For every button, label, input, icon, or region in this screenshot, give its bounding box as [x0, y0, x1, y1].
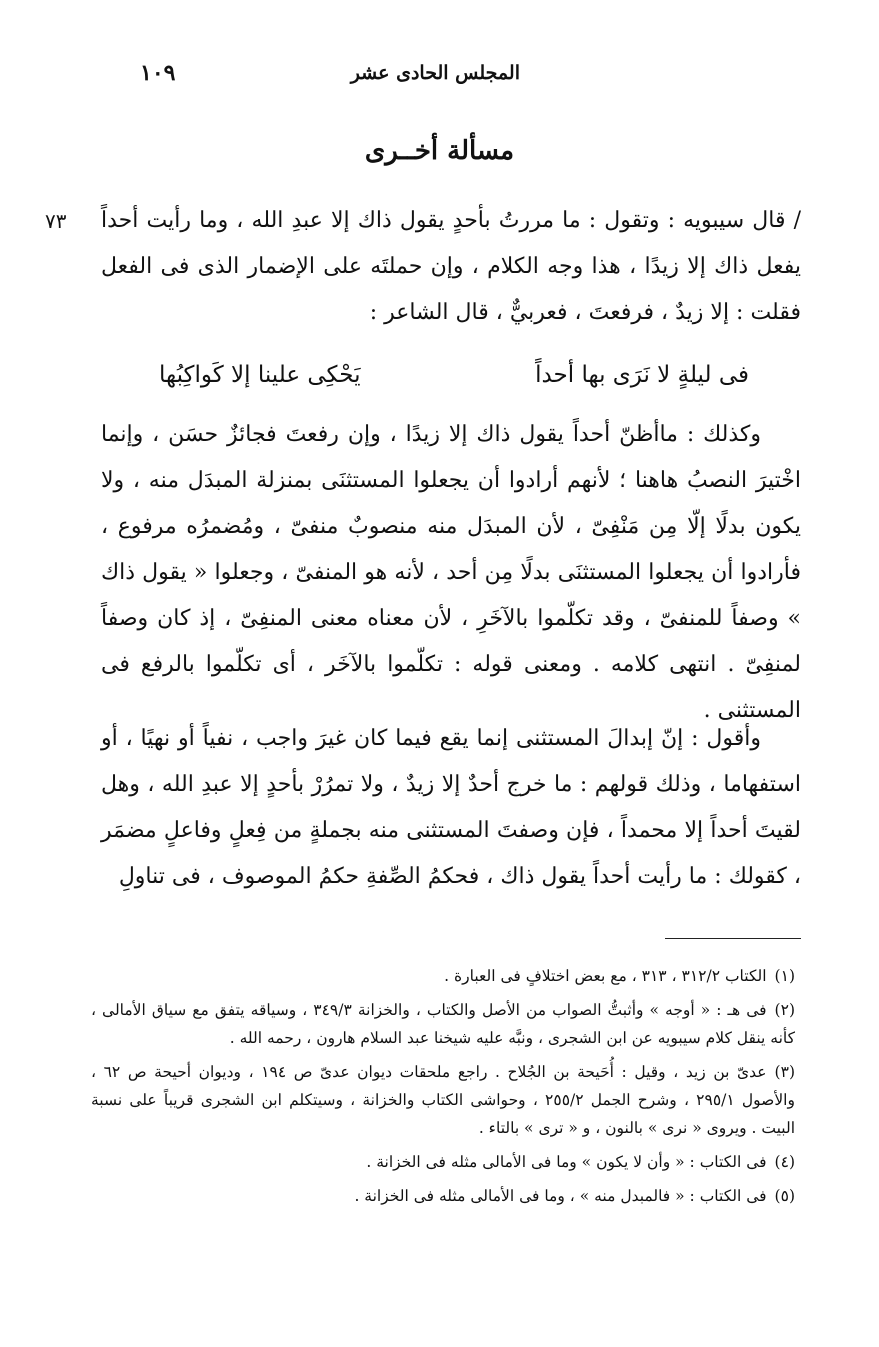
footnote — [91, 996, 801, 1052]
footnote-number: (٢) — [774, 1001, 795, 1019]
paragraph-3 — [101, 716, 801, 900]
footnote — [91, 962, 801, 990]
footnotes — [91, 962, 801, 1216]
paragraph-1-text: / قال سيبويه : وتقول : ما مررتُ بأحدٍ يقول ذاك إلا عبدِ الله ، وما رأيت أحداً يفعل ذاك إلا زيدًا ، هذا وجه الكلام ، وإن حملتَه على الإضمار الذى فى الفعل فقلت : إلا زيدٌ ، فرفعتَ ، فعربيٌّ ، قال الشاعر : — [101, 208, 801, 325]
verse-second-hemistich: يَحْكِى علينا إلا كَواكِبُها — [159, 362, 361, 388]
footnote-text: فى الكتاب : « وأن لا يكون » وما فى الأمالى مثله فى الخزانة . — [366, 1153, 767, 1171]
paragraph-3-text: وأقول : إنّ إبدالَ المستثنى إنما يقع فيما كان غيرَ واجب ، نفياً أو نهيًا ، أو استفهاما ، وذلك قولهم : ما خرج أحدٌ إلا زيدٌ ، ولا تمرُرْ بأحدٍ إلا عبدِ الله ، وهل لقيتَ أحداً إلا محمداً ، فإن وصفتَ المستثنى منه بجملةٍ من فِعلٍ وفاعلٍ مضمَر ، كقولك : ما رأيت أحداً يقول ذاك ، فحكمُ الصِّفةِ حكمُ الموصوف ، فى تناولِ — [101, 726, 801, 889]
margin-number: ٧٣ — [45, 209, 67, 233]
paragraph-2-text: وكذلك : ماأظنّ أحداً يقول ذاك إلا زيدًا ، وإن رفعتَ فجائزٌ حسَن ، وإنما اخْتيرَ النصبُ هاهنا ؛ لأنهم أرادوا أن يجعلوا المستثنَى بمنزلة المبدَل منه ، ولا يكون بدلًا إلّا مِن مَنْفِىّ ، لأن المبدَل منه منصوبٌ منفىّ ، ومُضمرُه مرفوع ، فأرادوا أن يجعلوا المستثنَى بدلًا مِن أحد ، لأنه هو المنفىّ ، وجعلوا « يقول ذاك » وصفاً للمنفىّ ، وقد تكلّموا بالآخَرِ ، لأن معناه معنى المنفِىّ ، إذ كان وصفاً لمنفِىّ . انتهى كلامه . ومعنى قوله : تكلّموا بالآخَر ، أى تكلّموا بالرفع فى المستثنى . — [101, 422, 801, 723]
footnote-number: (٤) — [774, 1153, 795, 1171]
section-heading: مسألة أخــرى — [364, 136, 515, 166]
footnote-text: الكتاب ٣١٢/٢ ، ٣١٣ ، مع بعض اختلافٍ فى العبارة . — [444, 967, 767, 985]
footnote-text: عدىّ بن زيد ، وقيل : أُحَيحة بن الجُلاح . راجع ملحقات ديوان عدىّ ص ١٩٤ ، وديوان أحيحة ص ٦٢ ، والأصول ٢٩٥/١ ، وشرح الجمل ٢٥٥/٢ ، وحواشى الكتاب والخزانة ، وسيتكلم ابن الشجرى قريباً على نسبة البيت . ويروى « نرى » بالنون ، و « ترى » بالتاء . — [91, 1063, 795, 1137]
verse-first-hemistich: فى ليلةٍ لا نَرَى بها أحداً — [535, 362, 749, 388]
footnote-number: (١) — [774, 967, 795, 985]
page-number: ١٠٩ — [140, 60, 176, 86]
paragraph-1 — [45, 198, 801, 336]
footnote — [91, 1148, 801, 1176]
footnote — [91, 1058, 801, 1142]
footnote-number: (٥) — [774, 1187, 795, 1205]
poetry-verse — [159, 352, 749, 398]
footnote-divider — [665, 938, 801, 939]
running-title: المجلس الحادى عشر — [350, 62, 520, 84]
footnote-text: فى هـ : « أوجه » وأثبتُّ الصواب من الأصل والكتاب ، والخزانة ٣٤٩/٣ ، وسياقه يتفق مع سياق الأمالى ، كأنه ينقل كلام سيبويه عن ابن الشجرى ، ونبَّه عليه شيخنا عبد السلام هارون ، رحمه الله . — [91, 1001, 795, 1047]
footnote — [91, 1182, 801, 1210]
footnote-number: (٣) — [774, 1063, 795, 1081]
footnote-text: فى الكتاب : « فالمبدل منه » ، وما فى الأمالى مثله فى الخزانة . — [354, 1187, 767, 1205]
running-header — [140, 62, 820, 92]
paragraph-2 — [101, 412, 801, 734]
